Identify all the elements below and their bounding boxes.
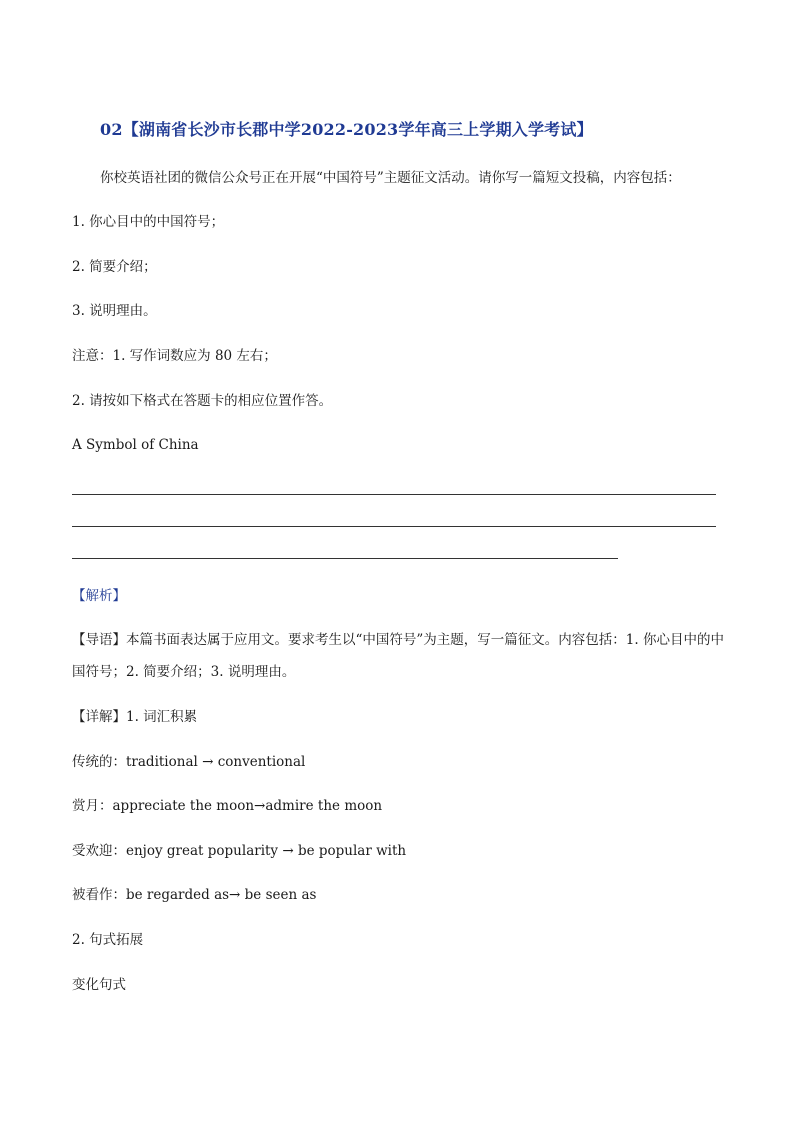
vocab-item: 传统的：traditional → conventional (72, 754, 306, 770)
vocab-item: 赏月：appreciate the moon→admire the moon (72, 798, 383, 814)
answer-line (72, 494, 716, 495)
prompt-intro: 你校英语社团的微信公众号正在开展“中国符号”主题征文活动。请你写一篇短文投稿，内容包括： (100, 170, 681, 186)
guide-text: 本篇书面表达属于应用文。要求考生以“中国符号”为主题，写一篇征文。内容包括：1. 你心目中的中国符号；2. 简要介绍；3. 说明理由。 (72, 632, 724, 680)
detail-tag: 【详解】 (72, 709, 126, 725)
note-2: 2. 请按如下格式在答题卡的相应位置作答。 (72, 393, 333, 409)
essay-title: A Symbol of China (72, 437, 199, 453)
detail-heading (72, 707, 197, 727)
guide-paragraph (72, 624, 724, 688)
vocab-item: 被看作：be regarded as→ be seen as (72, 887, 317, 903)
guide-tag: 【导语】 (72, 632, 126, 648)
analysis-tag: 【解析】 (72, 588, 126, 604)
detail-text: 1. 词汇积累 (126, 709, 198, 725)
answer-line (72, 558, 618, 559)
section-2-heading: 2. 句式拓展 (72, 932, 144, 948)
section-2-sub: 变化句式 (72, 977, 126, 993)
prompt-item-3: 3. 说明理由。 (72, 303, 157, 319)
prompt-item-2: 2. 简要介绍； (72, 259, 157, 275)
prompt-item-1: 1. 你心目中的中国符号； (72, 214, 225, 230)
page-title: 02【湖南省长沙市长郡中学2022-2023学年高三上学期入学考试】 (100, 120, 593, 139)
vocab-item: 受欢迎：enjoy great popularity → be popular with (72, 843, 407, 859)
answer-line (72, 526, 716, 527)
note-1: 注意：1. 写作词数应为 80 左右； (72, 348, 277, 364)
